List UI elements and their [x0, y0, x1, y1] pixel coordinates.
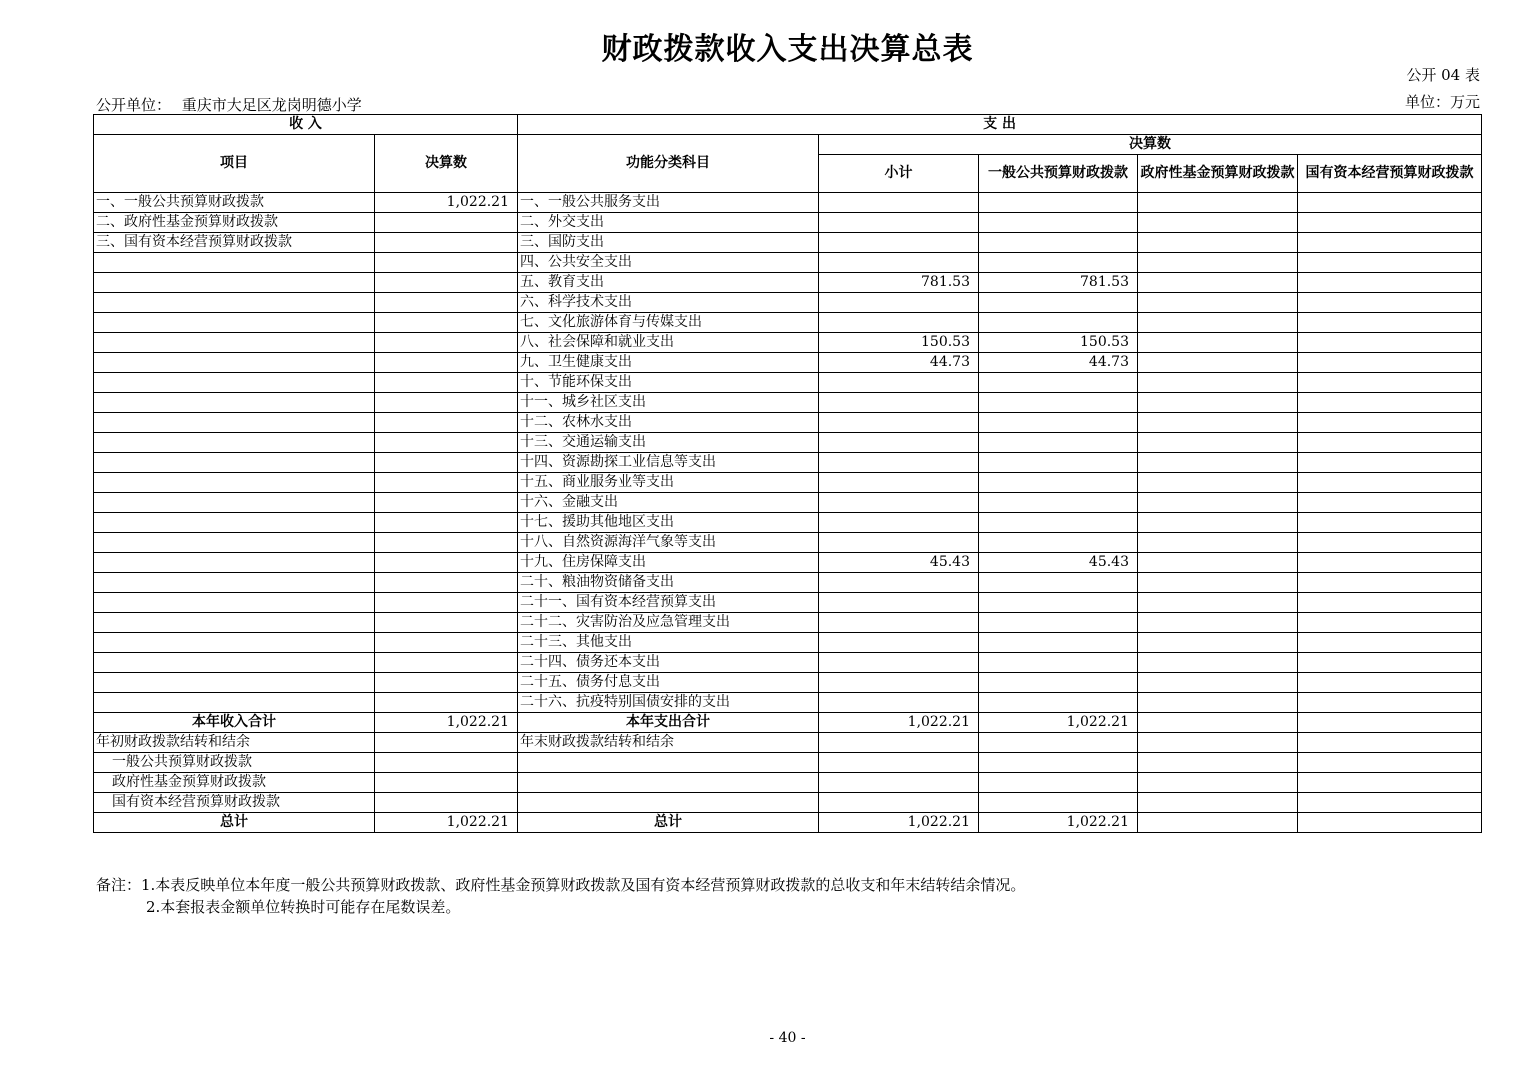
begin-general-label: 一般公共预算财政拨款: [94, 753, 375, 773]
grand-expense-label: 总计: [518, 813, 819, 833]
table-row: [94, 473, 1482, 493]
expense-subtotal: [819, 593, 979, 613]
table-row: [94, 573, 1482, 593]
empty-cell: [819, 773, 979, 793]
expense-state: [1298, 673, 1482, 693]
table-row: [94, 653, 1482, 673]
grand-income-label: 总计: [94, 813, 375, 833]
expense-general: [979, 533, 1138, 553]
empty-cell: [1298, 793, 1482, 813]
grand-total-row: [94, 813, 1482, 833]
table-row: [94, 293, 1482, 313]
income-amount: [375, 353, 518, 373]
form-number: 公开 04 表: [1406, 66, 1480, 84]
empty-cell: [1138, 753, 1298, 773]
expense-fund: [1138, 293, 1298, 313]
expense-general: [979, 673, 1138, 693]
income-amount: [375, 513, 518, 533]
income-item: 二、政府性基金预算财政拨款: [94, 213, 375, 233]
expense-item: 十六、金融支出: [518, 493, 819, 513]
expense-general: [979, 453, 1138, 473]
expense-item: 二十五、债务付息支出: [518, 673, 819, 693]
expense-fund: [1138, 593, 1298, 613]
expense-general: [979, 693, 1138, 713]
expense-subtotal: [819, 573, 979, 593]
empty-cell: [1298, 813, 1482, 833]
empty-cell: [1298, 713, 1482, 733]
expense-subtotal: [819, 513, 979, 533]
income-item: [94, 413, 375, 433]
income-amount: [375, 233, 518, 253]
note-line-1: 备注：1.本表反映单位本年度一般公共预算财政拨款、政府性基金预算财政拨款及国有资本经营预算财政拨款的总收支和年末结转结余情况。: [96, 876, 1026, 894]
income-item: [94, 393, 375, 413]
expense-state: [1298, 273, 1482, 293]
expense-state: [1298, 413, 1482, 433]
income-amount: [375, 673, 518, 693]
expense-subtotal: [819, 673, 979, 693]
expense-state: [1298, 393, 1482, 413]
settlement-table: [93, 114, 1482, 833]
income-item: [94, 633, 375, 653]
income-amount: [375, 473, 518, 493]
table-row: [94, 453, 1482, 473]
table-row: [94, 313, 1482, 333]
expense-state: [1298, 513, 1482, 533]
expense-fund: [1138, 373, 1298, 393]
expense-fund: [1138, 653, 1298, 673]
page-number: - 40 -: [769, 1030, 806, 1046]
expense-state: [1298, 613, 1482, 633]
expense-fund: [1138, 613, 1298, 633]
expense-general: [979, 633, 1138, 653]
expense-general: [979, 613, 1138, 633]
empty-cell: [375, 773, 518, 793]
expense-item: 一、一般公共服务支出: [518, 193, 819, 213]
fund-header: 政府性基金预算财政拨款: [1138, 155, 1298, 193]
expense-general: [979, 313, 1138, 333]
expense-state: [1298, 313, 1482, 333]
expense-item: 六、科学技术支出: [518, 293, 819, 313]
expense-subtotal: 150.53: [819, 333, 979, 353]
income-item: [94, 273, 375, 293]
expense-general: [979, 293, 1138, 313]
table-row: [94, 553, 1482, 573]
subtotal-header: 小计: [819, 155, 979, 193]
expense-state: [1298, 653, 1482, 673]
carryover-fund-row: [94, 773, 1482, 793]
empty-cell: [979, 773, 1138, 793]
table-row: [94, 393, 1482, 413]
expense-general: [979, 513, 1138, 533]
income-item: [94, 493, 375, 513]
page-title: 财政拨款收入支出决算总表: [601, 32, 974, 67]
empty-cell: [1138, 773, 1298, 793]
income-item: [94, 533, 375, 553]
expense-state: [1298, 473, 1482, 493]
empty-cell: [1138, 733, 1298, 753]
expense-state: [1298, 593, 1482, 613]
income-item: [94, 253, 375, 273]
empty-cell: [1138, 793, 1298, 813]
expense-fund: [1138, 553, 1298, 573]
empty-cell: [1298, 733, 1482, 753]
expense-subtotal: [819, 313, 979, 333]
expense-state: [1298, 373, 1482, 393]
income-amount: [375, 653, 518, 673]
expense-general: [979, 573, 1138, 593]
empty-cell: [979, 753, 1138, 773]
expense-general: [979, 433, 1138, 453]
expense-subtotal: [819, 693, 979, 713]
expense-state: [1298, 193, 1482, 213]
expense-subtotal: [819, 533, 979, 553]
expense-fund: [1138, 493, 1298, 513]
expense-state: [1298, 553, 1482, 573]
expense-fund: [1138, 193, 1298, 213]
expense-fund: [1138, 233, 1298, 253]
table-row: [94, 673, 1482, 693]
expense-general: 45.43: [979, 553, 1138, 573]
state-header: 国有资本经营预算财政拨款: [1298, 155, 1482, 193]
income-header: 收 入: [94, 115, 518, 135]
expense-item: 二、外交支出: [518, 213, 819, 233]
expense-subtotal: [819, 373, 979, 393]
year-total-row: [94, 713, 1482, 733]
expense-fund: [1138, 513, 1298, 533]
expense-state: [1298, 433, 1482, 453]
end-carryover-label: 年末财政拨款结转和结余: [518, 733, 819, 753]
expense-subtotal: [819, 413, 979, 433]
expense-general: 44.73: [979, 353, 1138, 373]
expense-general: [979, 493, 1138, 513]
income-item: [94, 513, 375, 533]
general-header: 一般公共预算财政拨款: [979, 155, 1138, 193]
income-item: [94, 693, 375, 713]
empty-cell: [518, 773, 819, 793]
income-amount: [375, 553, 518, 573]
expense-fund: [1138, 453, 1298, 473]
expense-item: 二十三、其他支出: [518, 633, 819, 653]
expense-item: 二十一、国有资本经营预算支出: [518, 593, 819, 613]
expense-subtotal: [819, 213, 979, 233]
expense-subtotal: [819, 193, 979, 213]
table-row: [94, 493, 1482, 513]
expense-state: [1298, 533, 1482, 553]
expense-general: [979, 413, 1138, 433]
table-row: [94, 333, 1482, 353]
expense-subtotal: [819, 453, 979, 473]
expense-item: 十二、农林水支出: [518, 413, 819, 433]
table-row: [94, 193, 1482, 213]
expense-general: [979, 213, 1138, 233]
income-item: [94, 313, 375, 333]
empty-cell: [979, 793, 1138, 813]
empty-cell: [1138, 713, 1298, 733]
empty-cell: [1298, 773, 1482, 793]
expense-item: 二十二、灾害防治及应急管理支出: [518, 613, 819, 633]
expense-item: 十、节能环保支出: [518, 373, 819, 393]
income-item: [94, 653, 375, 673]
income-amount: [375, 693, 518, 713]
amount-header: 决算数: [375, 135, 518, 193]
expense-fund: [1138, 333, 1298, 353]
expense-item: 十八、自然资源海洋气象等支出: [518, 533, 819, 553]
income-amount: [375, 633, 518, 653]
expense-fund: [1138, 693, 1298, 713]
expense-item: 十五、商业服务业等支出: [518, 473, 819, 493]
income-amount: [375, 393, 518, 413]
income-amount: [375, 213, 518, 233]
grand-expense-general: 1,022.21: [979, 813, 1138, 833]
table-row: [94, 633, 1482, 653]
expense-subtotal: [819, 613, 979, 633]
expense-fund: [1138, 533, 1298, 553]
empty-cell: [819, 753, 979, 773]
expense-subtotal: [819, 473, 979, 493]
expense-fund: [1138, 273, 1298, 293]
income-amount: [375, 333, 518, 353]
org-label: 公开单位：: [96, 96, 172, 114]
expense-item: 二十、粮油物资储备支出: [518, 573, 819, 593]
expense-general: [979, 373, 1138, 393]
org-name: 重庆市大足区龙岗明德小学: [181, 96, 362, 114]
expense-item: 二十六、抗疫特别国债安排的支出: [518, 693, 819, 713]
expense-subtotal: [819, 253, 979, 273]
expense-item: 四、公共安全支出: [518, 253, 819, 273]
income-amount: [375, 573, 518, 593]
expense-state: [1298, 353, 1482, 373]
income-item: [94, 453, 375, 473]
income-amount: [375, 613, 518, 633]
note-line-2: 2.本套报表金额单位转换时可能存在尾数误差。: [146, 898, 461, 916]
empty-cell: [979, 733, 1138, 753]
expense-general: [979, 253, 1138, 273]
expense-fund: [1138, 673, 1298, 693]
income-item: [94, 573, 375, 593]
income-item: [94, 293, 375, 313]
expense-general: [979, 233, 1138, 253]
expense-item: 八、社会保障和就业支出: [518, 333, 819, 353]
income-item: [94, 673, 375, 693]
empty-cell: [375, 733, 518, 753]
expense-subtotal: [819, 433, 979, 453]
expense-state: [1298, 213, 1482, 233]
year-income-value: 1,022.21: [375, 713, 518, 733]
expense-subtotal: [819, 293, 979, 313]
year-expense-general: 1,022.21: [979, 713, 1138, 733]
begin-fund-label: 政府性基金预算财政拨款: [94, 773, 375, 793]
income-item: [94, 433, 375, 453]
expense-subtotal: [819, 493, 979, 513]
empty-cell: [1298, 753, 1482, 773]
unit-label: 单位：万元: [1404, 93, 1480, 111]
begin-state-label: 国有资本经营预算财政拨款: [94, 793, 375, 813]
expense-general: 781.53: [979, 273, 1138, 293]
expense-item: 二十四、债务还本支出: [518, 653, 819, 673]
expense-fund: [1138, 253, 1298, 273]
table-row: [94, 213, 1482, 233]
income-item: 三、国有资本经营预算财政拨款: [94, 233, 375, 253]
expense-general: [979, 393, 1138, 413]
year-expense-subtotal: 1,022.21: [819, 713, 979, 733]
expense-general: [979, 593, 1138, 613]
table-row: [94, 353, 1482, 373]
func-class-header: 功能分类科目: [518, 135, 819, 193]
expense-fund: [1138, 313, 1298, 333]
expense-general: 150.53: [979, 333, 1138, 353]
expense-subtotal: [819, 233, 979, 253]
income-amount: [375, 493, 518, 513]
expense-item: 三、国防支出: [518, 233, 819, 253]
carryover-general-row: [94, 753, 1482, 773]
expense-item: 十七、援助其他地区支出: [518, 513, 819, 533]
empty-cell: [1138, 813, 1298, 833]
expense-fund: [1138, 573, 1298, 593]
empty-cell: [819, 733, 979, 753]
expense-fund: [1138, 433, 1298, 453]
expense-state: [1298, 633, 1482, 653]
expense-item: 十四、资源勘探工业信息等支出: [518, 453, 819, 473]
table-row: [94, 273, 1482, 293]
income-amount: [375, 273, 518, 293]
table-row: [94, 253, 1482, 273]
expense-item: 十一、城乡社区支出: [518, 393, 819, 413]
grand-income-value: 1,022.21: [375, 813, 518, 833]
expense-general: [979, 653, 1138, 673]
table-row: [94, 373, 1482, 393]
table-row: [94, 693, 1482, 713]
expense-state: [1298, 333, 1482, 353]
expense-fund: [1138, 633, 1298, 653]
income-amount: [375, 413, 518, 433]
expense-state: [1298, 693, 1482, 713]
table-row: [94, 513, 1482, 533]
carryover-state-row: [94, 793, 1482, 813]
income-item: [94, 593, 375, 613]
table-row: [94, 613, 1482, 633]
income-item: [94, 613, 375, 633]
expense-subtotal: [819, 633, 979, 653]
expense-fund: [1138, 473, 1298, 493]
expense-state: [1298, 233, 1482, 253]
empty-cell: [518, 753, 819, 773]
begin-carryover-label: 年初财政拨款结转和结余: [94, 733, 375, 753]
income-item: [94, 473, 375, 493]
expense-item: 十三、交通运输支出: [518, 433, 819, 453]
expense-item: 七、文化旅游体育与传媒支出: [518, 313, 819, 333]
income-amount: [375, 293, 518, 313]
income-amount: [375, 373, 518, 393]
income-item: [94, 373, 375, 393]
year-expense-label: 本年支出合计: [518, 713, 819, 733]
income-amount: [375, 533, 518, 553]
expense-general: [979, 193, 1138, 213]
income-item: [94, 333, 375, 353]
year-income-label: 本年收入合计: [94, 713, 375, 733]
expense-general: [979, 473, 1138, 493]
expense-state: [1298, 573, 1482, 593]
expense-item: 十九、住房保障支出: [518, 553, 819, 573]
expense-fund: [1138, 393, 1298, 413]
grand-expense-subtotal: 1,022.21: [819, 813, 979, 833]
expense-header: 支 出: [518, 115, 1482, 135]
table-row: [94, 593, 1482, 613]
income-amount: [375, 433, 518, 453]
table-row: [94, 433, 1482, 453]
income-item: [94, 553, 375, 573]
table-row: [94, 533, 1482, 553]
income-amount: [375, 313, 518, 333]
expense-state: [1298, 493, 1482, 513]
expense-item: 五、教育支出: [518, 273, 819, 293]
expense-subtotal: [819, 653, 979, 673]
expense-fund: [1138, 213, 1298, 233]
expense-fund: [1138, 413, 1298, 433]
table-row: [94, 413, 1482, 433]
expense-fund: [1138, 353, 1298, 373]
income-item: [94, 353, 375, 373]
empty-cell: [819, 793, 979, 813]
settlement-header: 决算数: [819, 135, 1482, 155]
income-amount: [375, 453, 518, 473]
empty-cell: [518, 793, 819, 813]
expense-subtotal: 45.43: [819, 553, 979, 573]
carryover-row: [94, 733, 1482, 753]
notes: [96, 874, 1025, 918]
expense-subtotal: 781.53: [819, 273, 979, 293]
organization: [96, 94, 362, 115]
expense-item: 九、卫生健康支出: [518, 353, 819, 373]
income-item: 一、一般公共预算财政拨款: [94, 193, 375, 213]
empty-cell: [375, 753, 518, 773]
table-row: [94, 233, 1482, 253]
expense-subtotal: [819, 393, 979, 413]
item-header: 项目: [94, 135, 375, 193]
income-amount: 1,022.21: [375, 193, 518, 213]
income-amount: [375, 253, 518, 273]
empty-cell: [375, 793, 518, 813]
expense-subtotal: 44.73: [819, 353, 979, 373]
expense-state: [1298, 453, 1482, 473]
income-amount: [375, 593, 518, 613]
expense-state: [1298, 253, 1482, 273]
expense-state: [1298, 293, 1482, 313]
